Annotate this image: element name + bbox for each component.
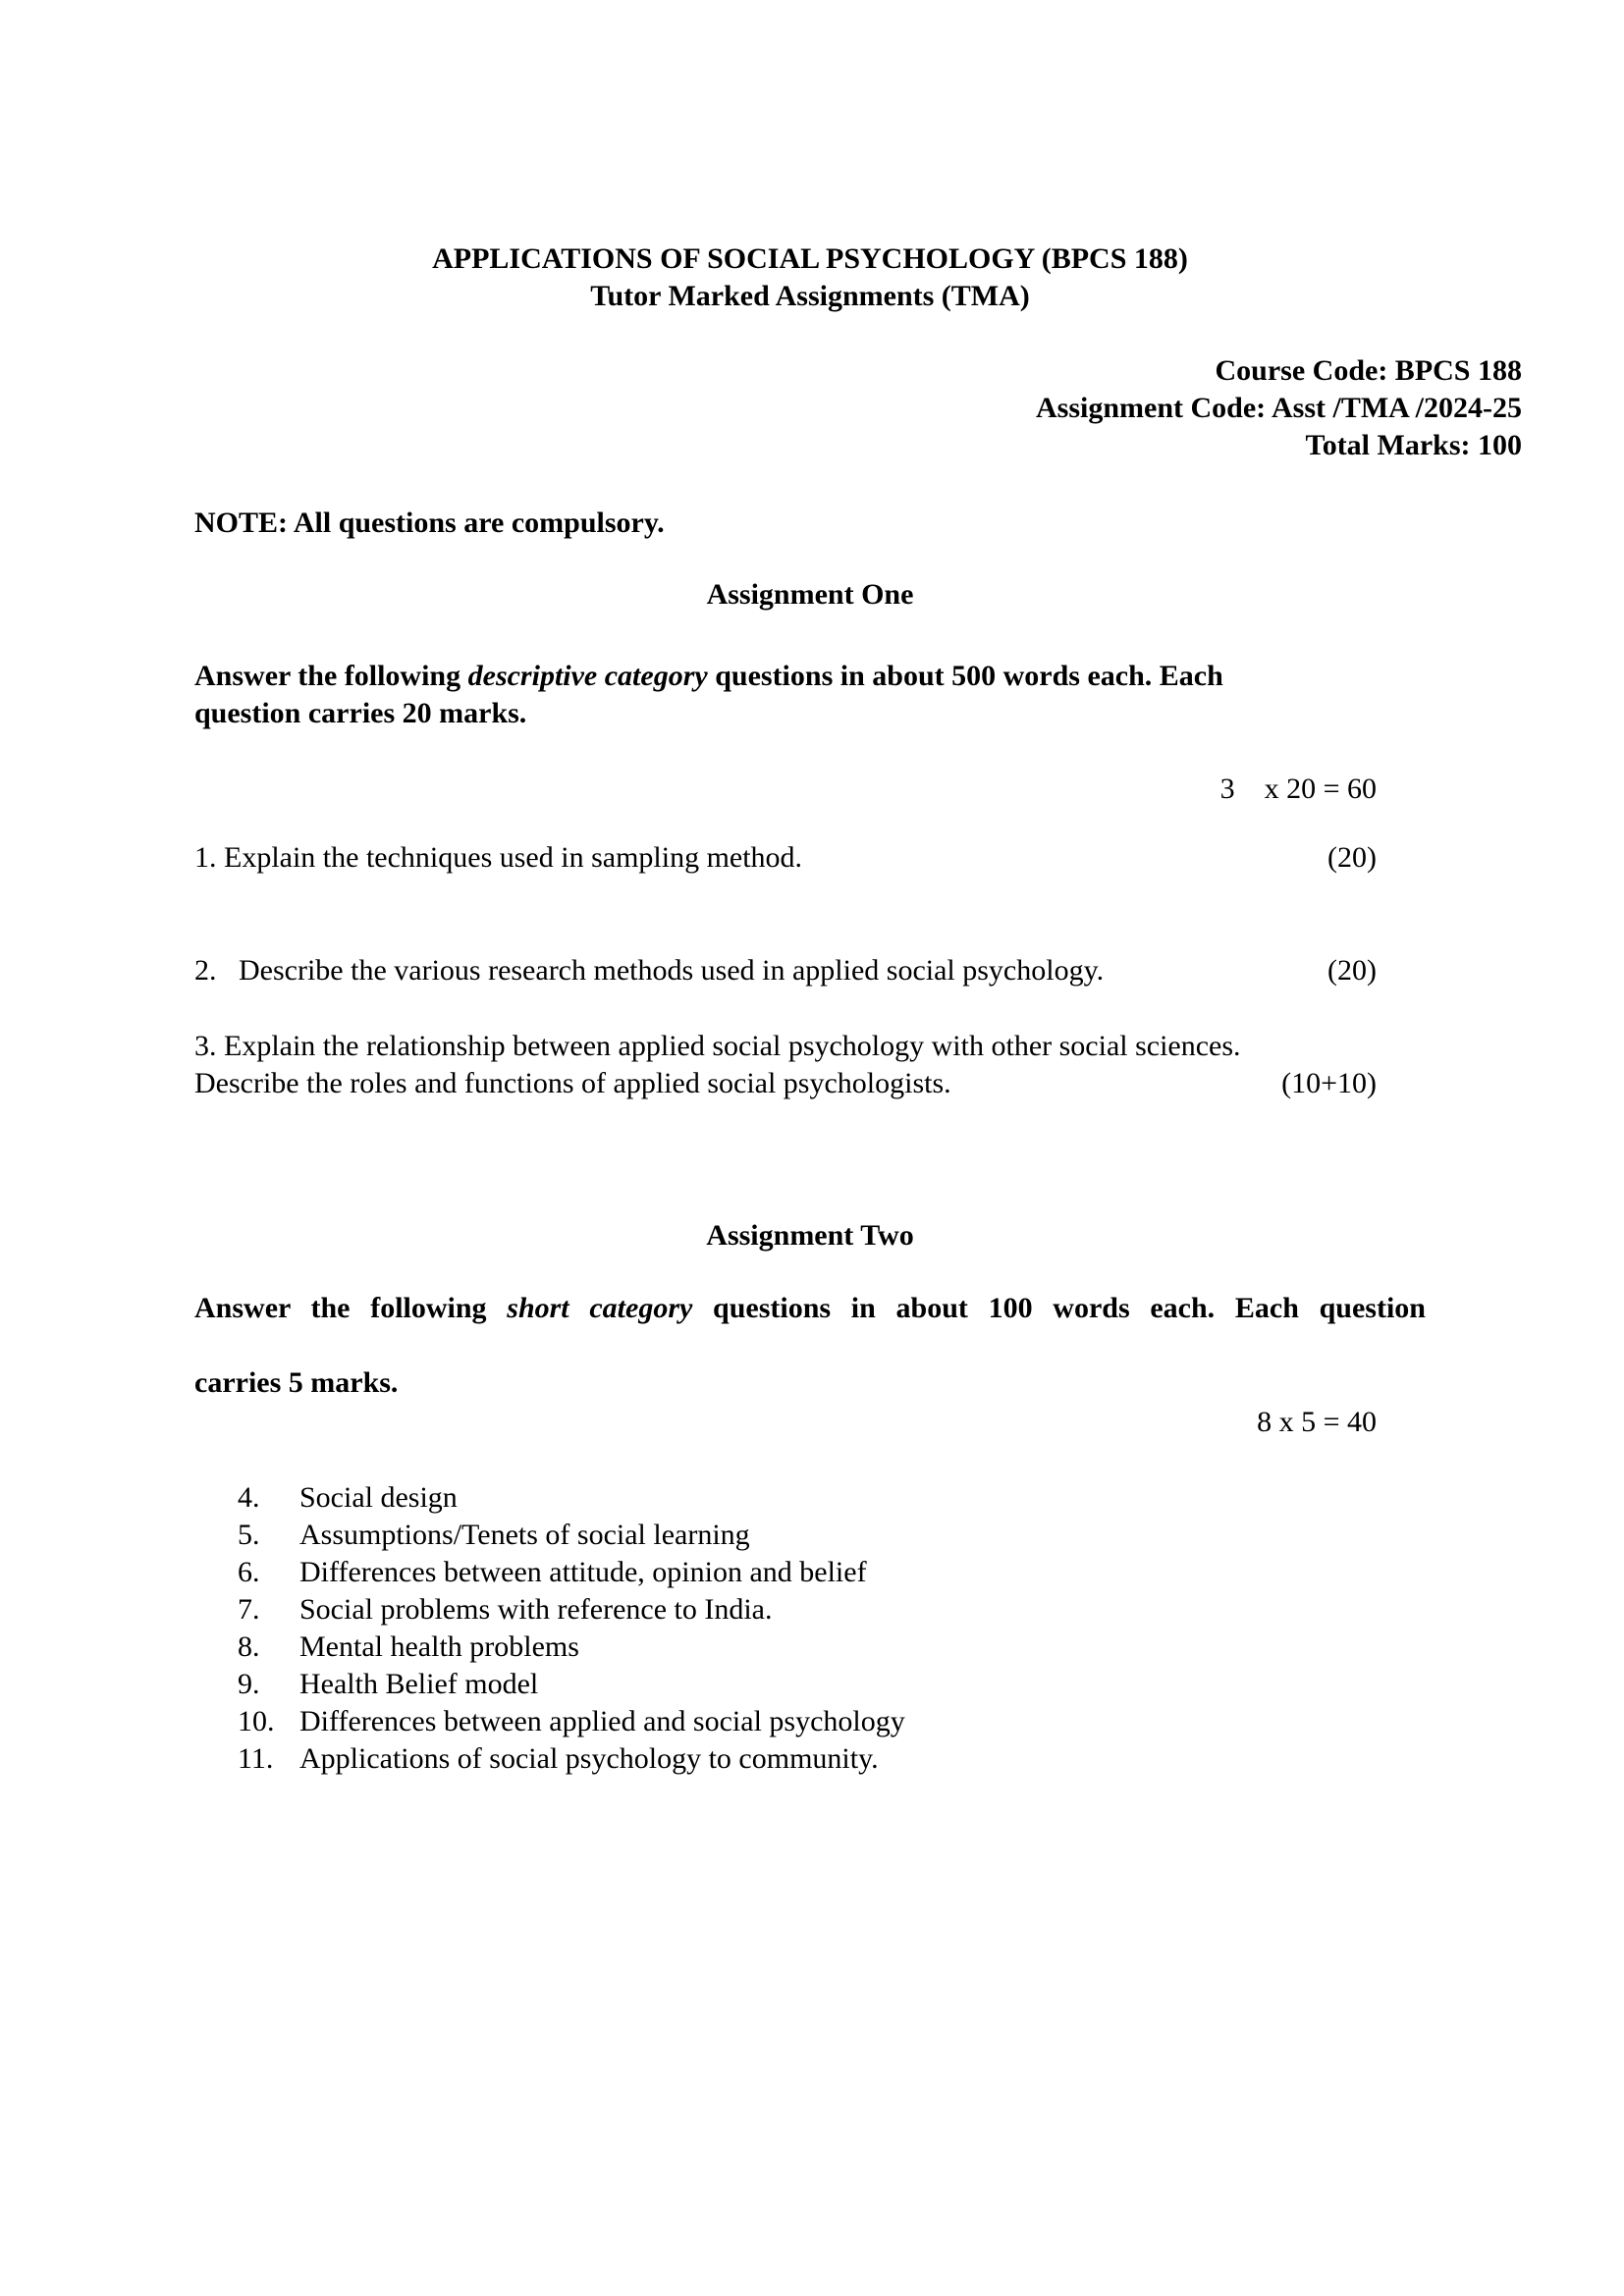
- question-3-line-2: Describe the roles and functions of applied social psychologists.: [194, 1067, 951, 1099]
- list-item-10-number: 10.: [238, 1705, 275, 1737]
- list-item-5-text: Assumptions/Tenets of social learning: [299, 1519, 750, 1551]
- list-item-10-text: Differences between applied and social psychology: [299, 1705, 905, 1737]
- document-title: [194, 240, 1426, 315]
- assignment-one-intro-line-2: question carries 20 marks.: [194, 697, 527, 729]
- short-questions-list: [194, 1479, 1426, 1778]
- assignment-one-heading: Assignment One: [706, 578, 914, 611]
- question-1-text: 1. Explain the techniques used in sampling method.: [194, 841, 803, 874]
- question-3-line-1: 3. Explain the relationship between applied social psychology with other social sciences.: [194, 1030, 1241, 1062]
- course-code: Course Code: BPCS 188: [1215, 354, 1522, 387]
- assignment-code: Assignment Code: Asst /TMA /2024-25: [1035, 392, 1522, 424]
- assignment-two-intro: [194, 1290, 1426, 1402]
- list-item-6-text: Differences between attitude, opinion and belief: [299, 1556, 867, 1588]
- assignment-one-intro-line-1: [194, 658, 1426, 695]
- question-1: [194, 839, 1377, 877]
- assignment-one-marks-formula: 3 x 20 = 60: [1219, 773, 1377, 805]
- list-item-9: [194, 1666, 1426, 1703]
- question-1-marks: (20): [1327, 841, 1377, 874]
- assignment-one-intro: [194, 658, 1426, 732]
- list-item-10: [194, 1703, 1426, 1740]
- intro-one-suffix: questions in about 500 words each. Each: [707, 660, 1223, 692]
- list-item-4-number: 4.: [238, 1481, 260, 1514]
- title-line-1: APPLICATIONS OF SOCIAL PSYCHOLOGY (BPCS 188): [432, 242, 1188, 275]
- assignment-two-intro-line-1: [194, 1290, 1426, 1364]
- title-line-2: Tutor Marked Assignments (TMA): [590, 280, 1030, 312]
- list-item-8-text: Mental health problems: [299, 1630, 579, 1663]
- assignment-two-heading: Assignment Two: [706, 1219, 914, 1252]
- assignment-two-marks-formula: 8 x 5 = 40: [1257, 1406, 1377, 1438]
- list-item-11-text: Applications of social psychology to community.: [299, 1742, 879, 1775]
- intro-two-suffix: questions in about 100 words each. Each question: [692, 1292, 1426, 1324]
- assignment-two-intro-line-2: carries 5 marks.: [194, 1366, 399, 1399]
- list-item-6: [194, 1554, 1426, 1591]
- question-3: [194, 1028, 1426, 1102]
- list-item-11: [194, 1740, 1426, 1778]
- intro-one-prefix: Answer the following: [194, 660, 468, 692]
- question-2: [194, 952, 1377, 989]
- list-item-4-text: Social design: [299, 1481, 458, 1514]
- list-item-5: [194, 1517, 1426, 1554]
- list-item-9-text: Health Belief model: [299, 1668, 539, 1700]
- assignment-meta: [194, 352, 1522, 464]
- list-item-6-number: 6.: [238, 1556, 260, 1588]
- question-2-text: 2. Describe the various research methods used in applied social psychology.: [194, 954, 1105, 987]
- list-item-7-text: Social problems with reference to India.: [299, 1593, 773, 1626]
- list-item-4: [194, 1479, 1426, 1517]
- intro-two-prefix: Answer the following: [194, 1292, 508, 1324]
- intro-one-category: descriptive category: [467, 660, 708, 692]
- list-item-5-number: 5.: [238, 1519, 260, 1551]
- list-item-7-number: 7.: [238, 1593, 260, 1626]
- note-compulsory: NOTE: All questions are compulsory.: [194, 507, 665, 539]
- list-item-8-number: 8.: [238, 1630, 260, 1663]
- question-3-line-2-row: [194, 1065, 1377, 1102]
- list-item-7: [194, 1591, 1426, 1629]
- list-item-8: [194, 1629, 1426, 1666]
- question-3-marks: (10+10): [1281, 1067, 1377, 1099]
- question-2-marks: (20): [1327, 954, 1377, 987]
- list-item-11-number: 11.: [238, 1742, 274, 1775]
- intro-two-category: short category: [507, 1292, 693, 1324]
- list-item-9-number: 9.: [238, 1668, 260, 1700]
- total-marks: Total Marks: 100: [1305, 429, 1522, 461]
